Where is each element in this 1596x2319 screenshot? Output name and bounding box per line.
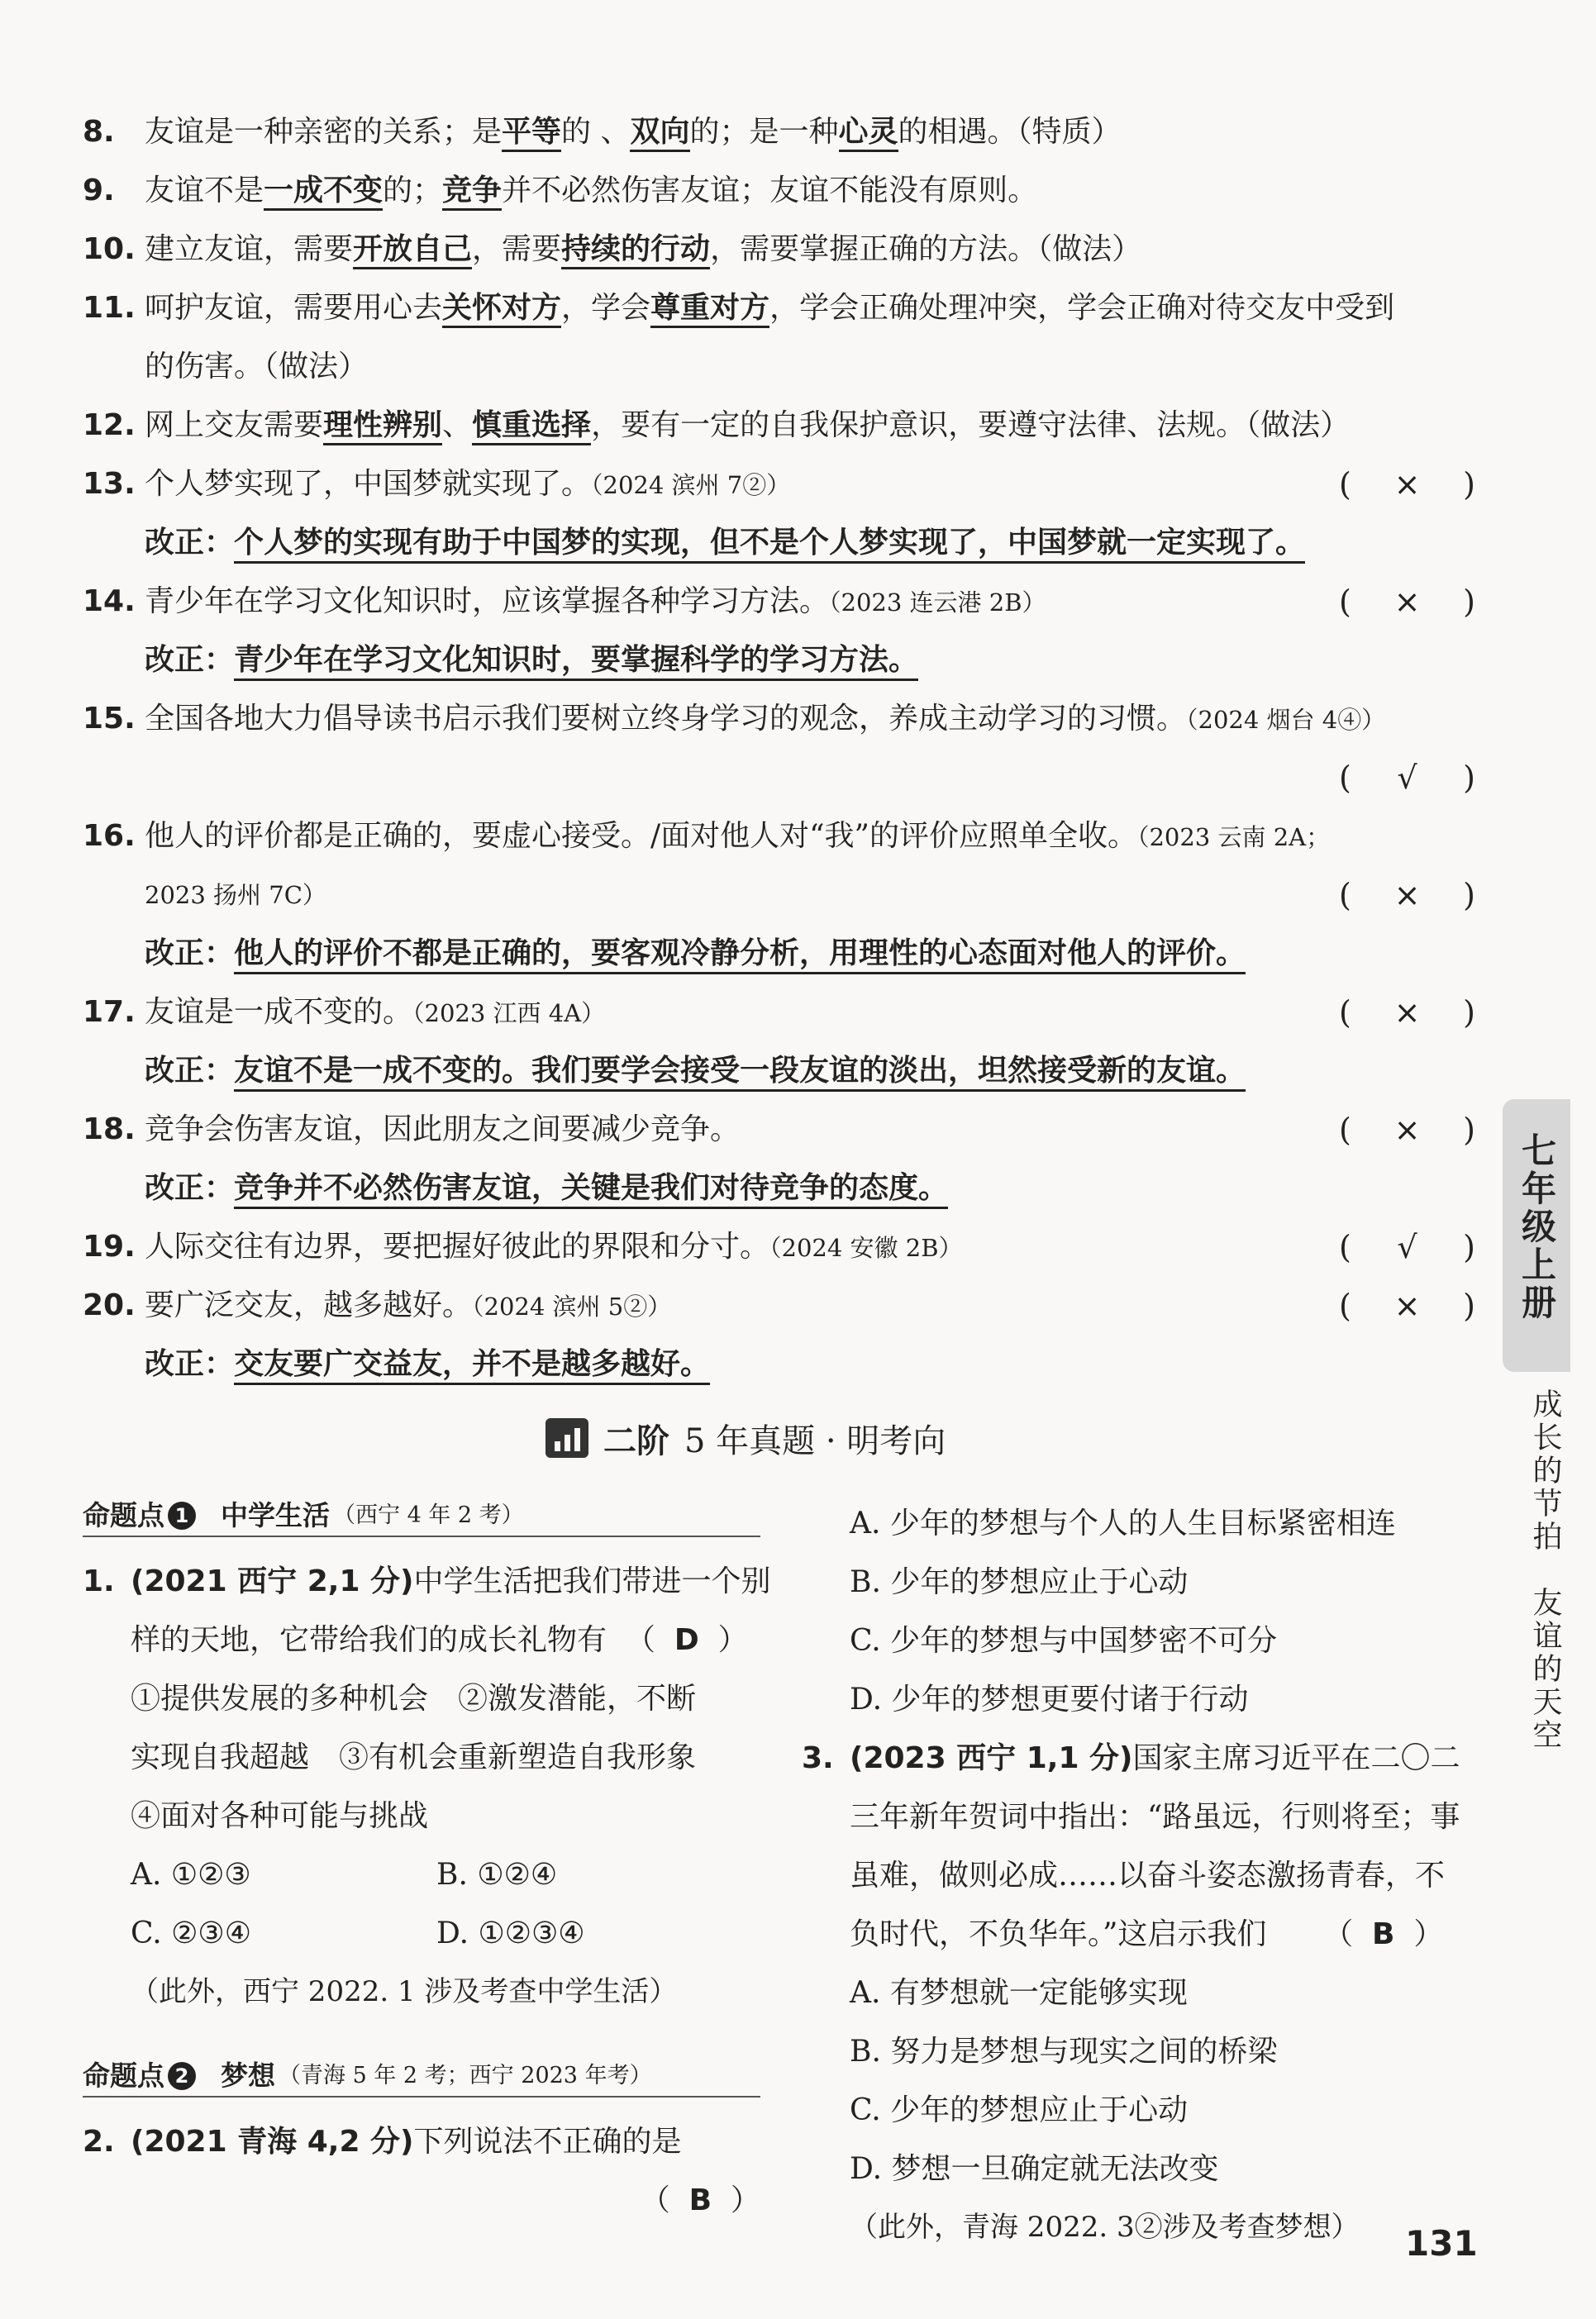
- question-text: ①提供发展的多种机会 ②激发潜能，不断: [131, 1682, 697, 1716]
- correction-label: 改正：: [145, 1054, 235, 1088]
- item-14: [83, 581, 1046, 623]
- right-column: A. 少年的梦想与个人的人生目标紧密相连 B. 少年的梦想应止于心动 C. 少年的梦想与中国梦密不可分 D. 少年的梦想更要付诸于行动 3. (2023 西宁 1,1 分)国家主席习近平在二〇二 三年新年贺词中指出：“路虽远，行则将至；事 虽难，做则必成……以奋斗姿态激扬青春，不 负时代，不负华年。”这启示我们 （ B ） A. 有梦想就一定能够实现 B. 努力是梦想与现实之间的桥梁 C. 少年的梦想应止于心动 D. 梦想一旦确定就无法改变 （此外，青海 2022. 3②涉及考查梦想）: [802, 1494, 1488, 2257]
- item-text: ，需要: [472, 232, 562, 266]
- item-number: 8.: [83, 115, 115, 149]
- correction-label: 改正：: [145, 936, 235, 970]
- cross-mark: ×: [1394, 994, 1421, 1031]
- question-text: 中学生活把我们带进一个别: [413, 1564, 771, 1598]
- cross-mark: ×: [1394, 583, 1421, 620]
- item-text: 个人梦实现了，中国梦就实现了。: [145, 467, 592, 501]
- question-source: (2021 青海 4,2 分): [131, 2125, 414, 2159]
- question-source: (2021 西宁 2,1 分): [131, 1564, 414, 1598]
- question-number: 1.: [83, 1564, 115, 1598]
- item-20: [83, 1285, 671, 1327]
- section-stage: 二阶: [603, 1421, 669, 1460]
- item-text: 呵护友谊，需要用心去: [145, 291, 443, 325]
- question-text: 虽难，做则必成……以奋斗姿态激扬青春，不: [850, 1859, 1446, 1893]
- item-text: 网上交友需要: [145, 408, 324, 442]
- cross-mark: ×: [1394, 1112, 1421, 1148]
- cross-mark: ×: [1394, 877, 1421, 913]
- item-source: （2024 烟台 4④）: [1186, 706, 1386, 734]
- item-number: 9.: [83, 174, 115, 207]
- cross-mark: ×: [1394, 466, 1421, 502]
- topic-badge: 2: [168, 2062, 196, 2090]
- keyword: 双向: [630, 115, 689, 152]
- answer: B: [1371, 1917, 1395, 1951]
- item-text: 的；: [383, 174, 443, 207]
- item-text: 全国各地大力倡导读书启示我们要树立终身学习的观念，养成主动学习的习惯。: [145, 702, 1187, 736]
- judgment-mark: ( × ): [1339, 464, 1475, 505]
- item-text: 的；是一种: [689, 115, 839, 149]
- option-b: B. 努力是梦想与现实之间的桥梁: [850, 2035, 1278, 2069]
- option-c: C. 少年的梦想应止于心动: [850, 2093, 1189, 2127]
- check-mark: √: [1397, 1229, 1417, 1265]
- question-number: 3.: [802, 1741, 834, 1775]
- keyword: 一成不变: [264, 174, 383, 211]
- topic-label: 命题点: [83, 2059, 164, 2092]
- correction-text: 竞争并不必然伤害友谊，关键是我们对待竞争的态度。: [234, 1171, 948, 1209]
- item-text: ，需要掌握正确的方法。（做法）: [710, 232, 1142, 266]
- correction: [145, 640, 918, 681]
- item-source: （2024 滨州 5②）: [472, 1293, 672, 1321]
- answer: D: [674, 1623, 699, 1657]
- correction-label: 改正：: [145, 1171, 235, 1205]
- question-1: 1. (2021 西宁 2,1 分)中学生活把我们带进一个别 样的天地，它带给我们的成长礼物有 （ D ） ①提供发展的多种机会 ②激发潜能，不断 实现自我超越 ③有机会重新塑造自我形象 ④面对各种可能与挑战 A. ①②③ B. ①②④ C. ②③④ D. ①②③④ （此外，西宁 2022. 1 涉及考查中学生活）: [83, 1552, 769, 2021]
- correction-label: 改正：: [145, 1347, 235, 1381]
- item-source: （2023 云南 2A；: [1136, 823, 1331, 851]
- item-text: ，学会: [561, 291, 651, 325]
- topic-note: （西宁 4 年 2 考）: [333, 1502, 524, 1528]
- item-number: 14.: [83, 584, 136, 618]
- option-c: C. 少年的梦想与中国梦密不可分: [850, 1624, 1278, 1658]
- keyword: 平等: [502, 115, 561, 152]
- grade-label: 七年级上册: [1517, 1132, 1557, 1322]
- correction: [145, 1168, 948, 1209]
- question-text: 三年新年贺词中指出：“路虽远，行则将至；事: [850, 1800, 1460, 1834]
- option-a: A. 少年的梦想与个人的人生目标紧密相连: [850, 1507, 1396, 1540]
- option-a: A. ①②③: [131, 1858, 251, 1892]
- judgment-mark: ( × ): [1339, 874, 1475, 916]
- item-11-continued: 的伤害。（做法）: [145, 350, 369, 383]
- topic-name: 中学生活: [221, 1499, 330, 1531]
- correction-text: 交友要广交益友，并不是越多越好。: [234, 1347, 710, 1385]
- item-text: 并不必然伤害友谊；友谊不能没有原则。: [502, 174, 1038, 207]
- judgment-mark: ( × ): [1339, 581, 1475, 622]
- check-mark: √: [1397, 760, 1417, 796]
- question-2: 2. (2021 青海 4,2 分)下列说法不正确的是 （ B ）: [83, 2112, 769, 2230]
- question-text: 下列说法不正确的是: [413, 2125, 682, 2159]
- item-13: [83, 464, 790, 506]
- option-d: D. ①②③④: [436, 1917, 585, 1950]
- topic-header-1: [83, 1496, 760, 1537]
- correction-text: 友谊不是一成不变的。我们要学会接受一段友谊的淡出，坦然接受新的友谊。: [234, 1054, 1246, 1092]
- section-subtitle: 5 年真题 · 明考向: [684, 1421, 946, 1460]
- question-text: 实现自我超越 ③有机会重新塑造自我形象: [131, 1740, 697, 1774]
- topic-header-2: [83, 2056, 760, 2098]
- item-source: （2023 江西 4A）: [412, 999, 606, 1027]
- item-11: [83, 288, 1394, 329]
- judgment-mark: ( × ): [1339, 992, 1475, 1033]
- grade-tab: [1503, 1099, 1570, 1372]
- topic-name: 梦想: [221, 2059, 275, 2092]
- item-text: ，要有一定的自我保护意识，要遵守法律、法规。（做法）: [591, 408, 1351, 442]
- question-text: 负时代，不负华年。”这启示我们: [850, 1917, 1267, 1951]
- keyword: 竞争: [442, 174, 502, 211]
- item-8: [83, 112, 1122, 153]
- item-text: 的 、: [561, 115, 631, 149]
- keyword: 心灵: [839, 115, 898, 152]
- item-16-source-continued: 2023 扬州 7C）: [145, 881, 326, 909]
- topic-note: （青海 5 年 2 考；西宁 2023 年考）: [279, 2063, 652, 2088]
- question-text: ④面对各种可能与挑战: [131, 1799, 429, 1833]
- correction: [145, 1344, 710, 1385]
- correction-text: 个人梦的实现有助于中国梦的实现，但不是个人梦实现了，中国梦就一定实现了。: [234, 526, 1305, 564]
- bar-chart-icon: [545, 1418, 588, 1458]
- item-19: [83, 1226, 963, 1269]
- item-number: 13.: [83, 467, 136, 501]
- item-10: [83, 229, 1141, 270]
- correction: [145, 522, 1305, 564]
- keyword: 开放自己: [353, 232, 472, 269]
- item-source: （2024 安徽 2B）: [769, 1234, 963, 1262]
- item-text: 人际交往有边界，要把握好彼此的界限和分寸。: [145, 1230, 770, 1264]
- item-text: 他人的评价都是正确的，要虚心接受。/面对他人对“我”的评价应照单全收。: [145, 819, 1137, 853]
- item-text: 的相遇。（特质）: [898, 115, 1122, 149]
- item-number: 16.: [83, 819, 136, 853]
- item-number: 11.: [83, 291, 136, 325]
- option-a: A. 有梦想就一定能够实现: [850, 1976, 1188, 2010]
- judgment-mark: ( × ): [1339, 1109, 1475, 1150]
- cross-mark: ×: [1394, 1288, 1421, 1324]
- item-18: [83, 1109, 740, 1150]
- item-text: 友谊是一成不变的。: [145, 995, 413, 1029]
- option-b: B. 少年的梦想应止于心动: [850, 1565, 1189, 1599]
- topic-badge: 1: [168, 1502, 196, 1530]
- judgment-mark: ( × ): [1339, 1285, 1475, 1326]
- correction-label: 改正：: [145, 643, 235, 677]
- keyword: 持续的行动: [561, 232, 710, 269]
- item-number: 10.: [83, 232, 136, 266]
- question-number: 2.: [83, 2125, 115, 2159]
- correction: [145, 933, 1246, 974]
- correction-text: 他人的评价不都是正确的，要客观冷静分析，用理性的心态面对他人的评价。: [234, 936, 1246, 974]
- question-note: （此外，西宁 2022. 1 涉及考查中学生活）: [131, 1975, 678, 2008]
- item-number: 20.: [83, 1288, 136, 1322]
- item-text: ，学会正确处理冲突，学会正确对待交友中受到: [769, 291, 1395, 325]
- judgment-mark: ( √ ): [1339, 1226, 1475, 1268]
- item-text: 、: [442, 408, 473, 442]
- item-number: 12.: [83, 408, 136, 442]
- item-text: 竞争会伤害友谊，因此朋友之间要减少竞争。: [145, 1112, 741, 1146]
- keyword: 慎重选择: [472, 408, 591, 445]
- item-number: 19.: [83, 1230, 136, 1264]
- topic-label: 命题点: [83, 1499, 164, 1531]
- item-number: 18.: [83, 1112, 136, 1146]
- keyword: 关怀对方: [442, 291, 561, 328]
- question-text: 样的天地，它带给我们的成长礼物有: [131, 1623, 607, 1657]
- option-c: C. ②③④: [131, 1917, 251, 1950]
- option-b: B. ①②④: [436, 1858, 558, 1892]
- item-source: （2023 连云港 2B）: [829, 588, 1046, 617]
- judgment-mark: ( √ ): [1339, 757, 1475, 798]
- correction-label: 改正：: [145, 526, 235, 560]
- question-note: （此外，青海 2022. 3②涉及考查梦想）: [850, 2211, 1360, 2244]
- option-d: D. 少年的梦想更要付诸于行动: [850, 1683, 1249, 1717]
- question-source: (2023 西宁 1,1 分): [850, 1741, 1133, 1775]
- keyword: 理性辨别: [323, 408, 442, 445]
- chapter-label: 成长的节拍 友谊的天空: [1528, 1388, 1562, 1752]
- item-text: 要广泛交友，越多越好。: [145, 1288, 473, 1322]
- item-text: 建立友谊，需要: [145, 232, 354, 266]
- keyword: 尊重对方: [650, 291, 769, 328]
- option-d: D. 梦想一旦确定就无法改变: [850, 2152, 1219, 2186]
- page-number: 131: [1405, 2223, 1478, 2264]
- correction: [145, 1050, 1246, 1092]
- item-number: 17.: [83, 995, 136, 1029]
- question-3: [802, 1729, 1488, 1788]
- item-12: [83, 405, 1350, 446]
- item-text: 友谊不是: [145, 174, 264, 207]
- question-text: 国家主席习近平在二〇二: [1132, 1741, 1460, 1775]
- item-number: 15.: [83, 702, 136, 736]
- item-text: 友谊是一种亲密的关系；是: [145, 115, 503, 149]
- item-text: 青少年在学习文化知识时，应该掌握各种学习方法。: [145, 584, 830, 618]
- item-17: [83, 992, 605, 1034]
- answer: B: [688, 2183, 712, 2217]
- section-title: [545, 1413, 946, 1463]
- item-15: [83, 698, 1385, 740]
- correction-text: 青少年在学习文化知识时，要掌握科学的学习方法。: [234, 643, 918, 681]
- item-9: [83, 170, 1037, 212]
- item-source: （2024 滨州 7②）: [591, 471, 791, 499]
- item-16: [83, 816, 1330, 858]
